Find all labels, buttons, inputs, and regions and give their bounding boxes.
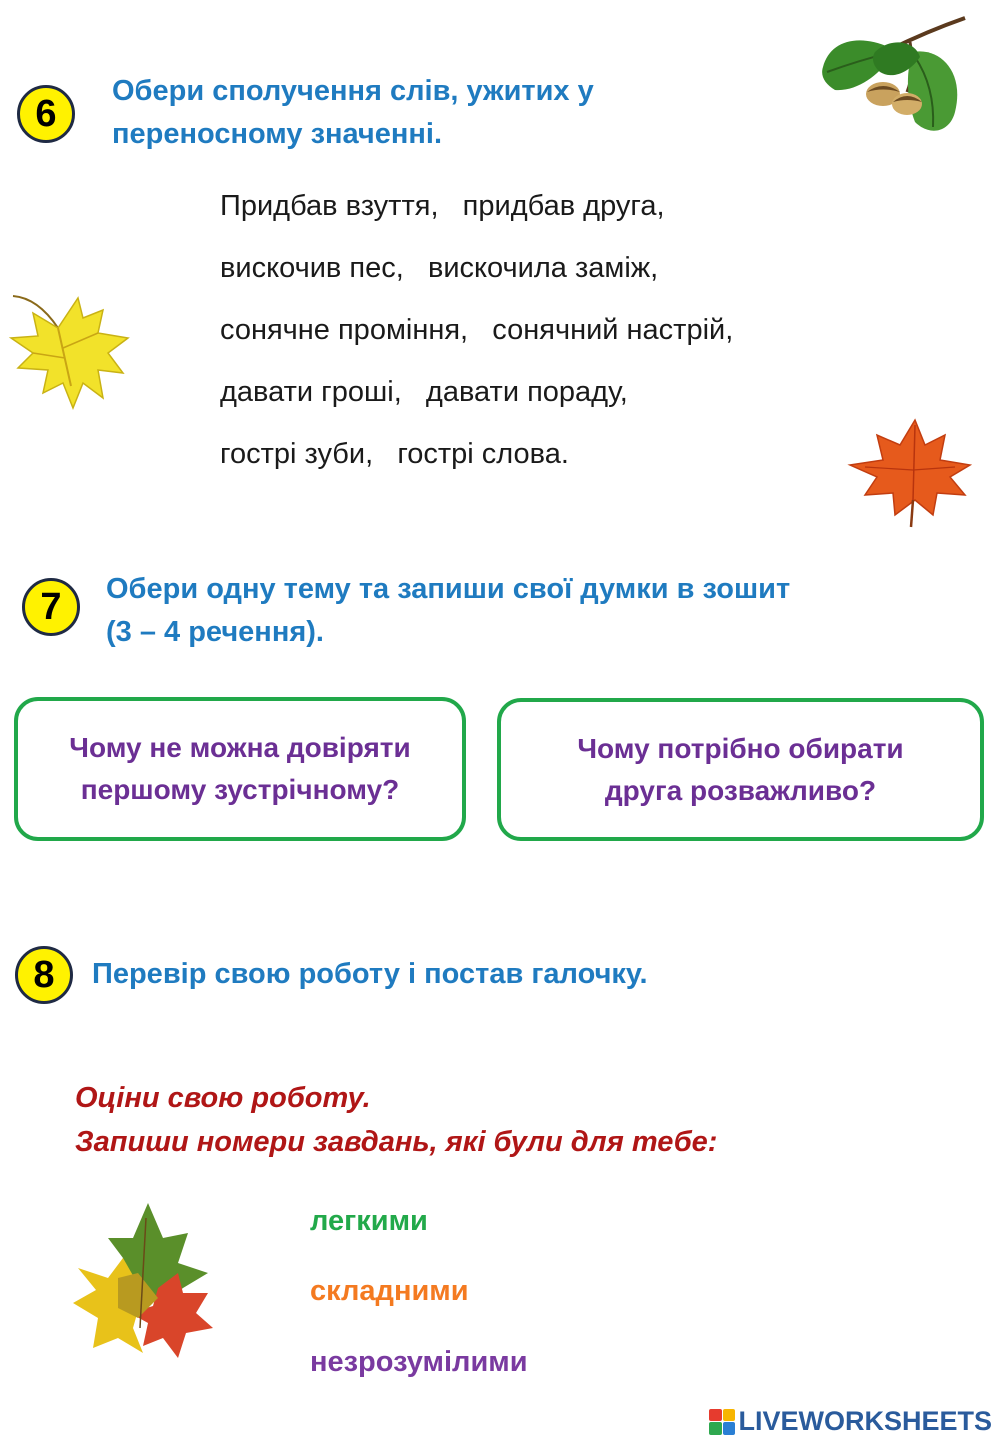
liveworksheets-brand <box>709 1406 992 1437</box>
task-number: 6 <box>35 92 57 135</box>
topic-text-line: друга розважливо? <box>604 774 877 806</box>
category-easy: легкими <box>310 1205 428 1237</box>
phrase-line: гострі зуби, гострі слова. <box>220 438 569 470</box>
topic-option-box[interactable] <box>14 697 466 841</box>
topic-option-box[interactable] <box>497 698 984 841</box>
task-title-line: Перевір свою роботу і постав галочку. <box>92 958 648 990</box>
autumn-leaves-bunch-icon <box>68 1198 218 1360</box>
category-confusing: незрозумілими <box>310 1346 528 1378</box>
self-assessment-prompt <box>75 1076 717 1164</box>
phrase-line: сонячне проміння, сонячний настрій, <box>220 314 734 346</box>
brand-name: LIVEWORKSHEETS <box>738 1406 992 1436</box>
task-title-line: переносному значенні. <box>112 118 443 150</box>
topic-text-line: Чому не можна довіряти <box>69 732 411 763</box>
assessment-line: Оціни свою роботу. <box>75 1082 371 1114</box>
topic-text-line: першому зустрічному? <box>80 774 400 805</box>
phrase-line: вискочив пес, вискочила заміж, <box>220 252 659 284</box>
yellow-maple-leaf-icon <box>3 288 133 413</box>
task-number-badge <box>15 946 73 1004</box>
task-title <box>106 568 790 654</box>
task-number-badge <box>22 578 80 636</box>
task-number-badge <box>17 85 75 143</box>
oak-leaves-acorns-icon <box>815 12 970 142</box>
task-number: 7 <box>40 585 62 628</box>
task-title-line: (3 – 4 речення). <box>106 616 324 648</box>
assessment-line: Запиши номери завдань, які були для тебе: <box>75 1126 718 1158</box>
task-title <box>92 953 648 996</box>
task-title <box>112 70 594 156</box>
task-title-line: Обери одну тему та запиши свої думки в зошит <box>106 573 791 605</box>
phrase-line: Придбав взуття, придбав друга, <box>220 190 665 222</box>
category-difficult: складними <box>310 1275 469 1307</box>
task-number: 8 <box>33 953 55 996</box>
liveworksheets-logo-icon <box>709 1409 735 1435</box>
task-title-line: Обери сполучення слів, ужитих у <box>112 75 594 107</box>
phrase-line: давати гроші, давати пораду, <box>220 376 628 408</box>
topic-text-line: Чому потрібно обирати <box>577 732 904 764</box>
orange-maple-leaf-icon <box>845 415 975 530</box>
